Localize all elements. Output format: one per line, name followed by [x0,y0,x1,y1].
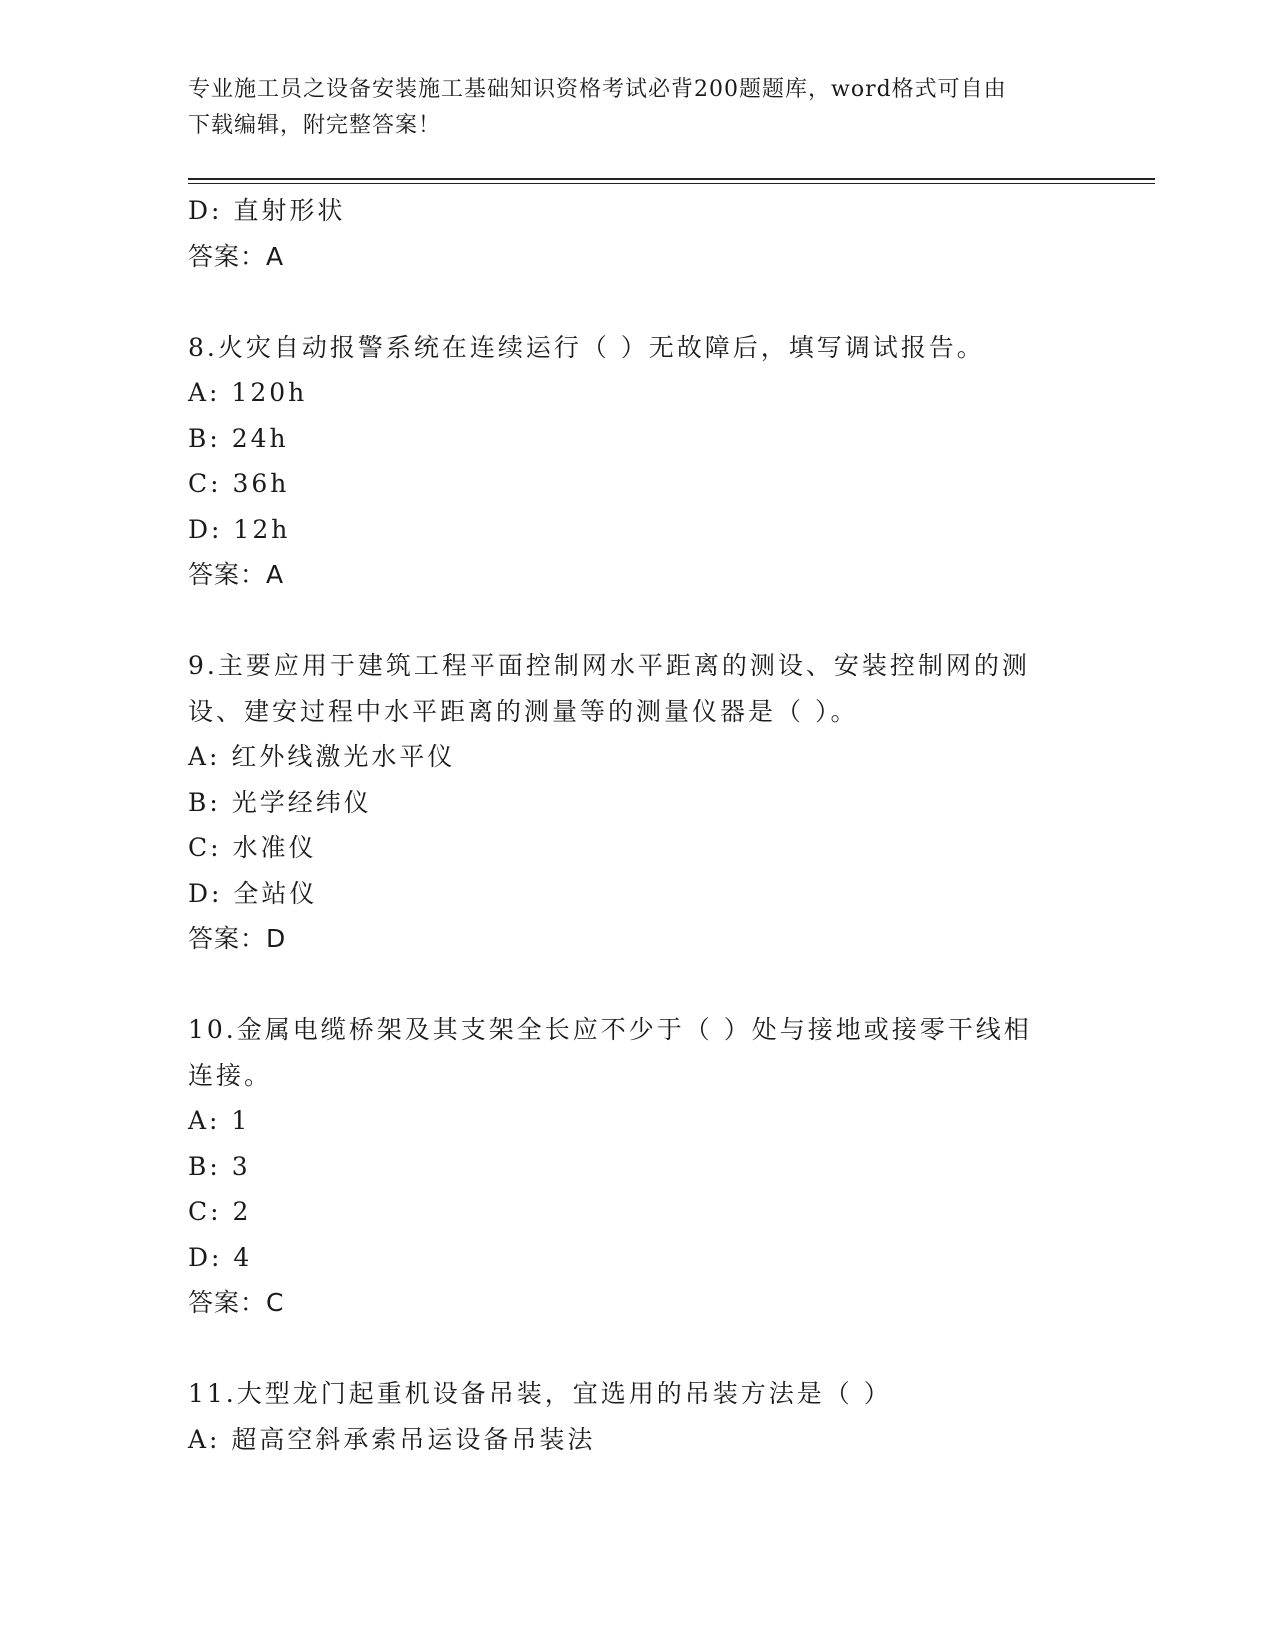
answer-line: 答案：D [188,924,287,953]
question-stem: 11.大型龙门起重机设备吊装，宜选用的吊装方法是（ ） [188,1379,892,1408]
question-stem-line-2: 连接。 [188,1060,273,1090]
header-title-line-2: 下载编辑，附完整答案！ [188,113,442,138]
spacer [188,279,1088,325]
option-a: A: 红外线激光水平仪 [188,742,456,771]
question-list [188,188,1088,1462]
document-header [188,72,1088,144]
spacer [188,962,1088,1008]
answer-line: 答案：A [188,560,285,589]
question-block-11 [188,1371,1088,1462]
option-d: D: 直射形状 [188,196,346,225]
option-b: B: 光学经纬仪 [188,787,372,817]
option-a: A: 超高空斜承索吊运设备吊装法 [188,1424,596,1454]
question-stem: 8.火灾自动报警系统在连续运行（ ）无故障后，填写调试报告。 [188,332,985,362]
question-block-prev [188,188,1088,279]
option-d: D: 全站仪 [188,878,318,908]
option-c: C: 水准仪 [188,833,317,862]
header-divider-thin [188,183,1155,184]
option-d: D: 4 [188,1242,253,1272]
spacer [188,1326,1088,1372]
option-a: A: 120h [188,378,308,407]
question-stem-line-1: 10.金属电缆桥架及其支架全长应不少于（ ）处与接地或接零干线相 [188,1015,1032,1044]
question-block-10 [188,1007,1088,1326]
answer-line: 答案：C [188,1288,285,1317]
option-c: C: 2 [188,1197,252,1226]
question-stem-line-2: 设、建安过程中水平距离的测量等的测量仪器是（ ）。 [188,696,859,726]
option-b: B: 3 [188,1151,251,1181]
option-c: C: 36h [188,469,290,498]
question-stem-line-1: 9.主要应用于建筑工程平面控制网水平距离的测设、安装控制网的测 [188,651,1030,680]
option-b: B: 24h [188,423,289,453]
header-divider-thick [188,178,1155,180]
answer-line: 答案：A [188,241,285,271]
question-block-9 [188,643,1088,962]
question-block-8 [188,325,1088,598]
spacer [188,598,1088,644]
option-a: A: 1 [188,1106,251,1135]
header-title-line-1: 专业施工员之设备安装施工基础知识资格考试必背200题题库，word格式可自由 [188,77,1007,102]
option-d: D: 12h [188,514,291,544]
